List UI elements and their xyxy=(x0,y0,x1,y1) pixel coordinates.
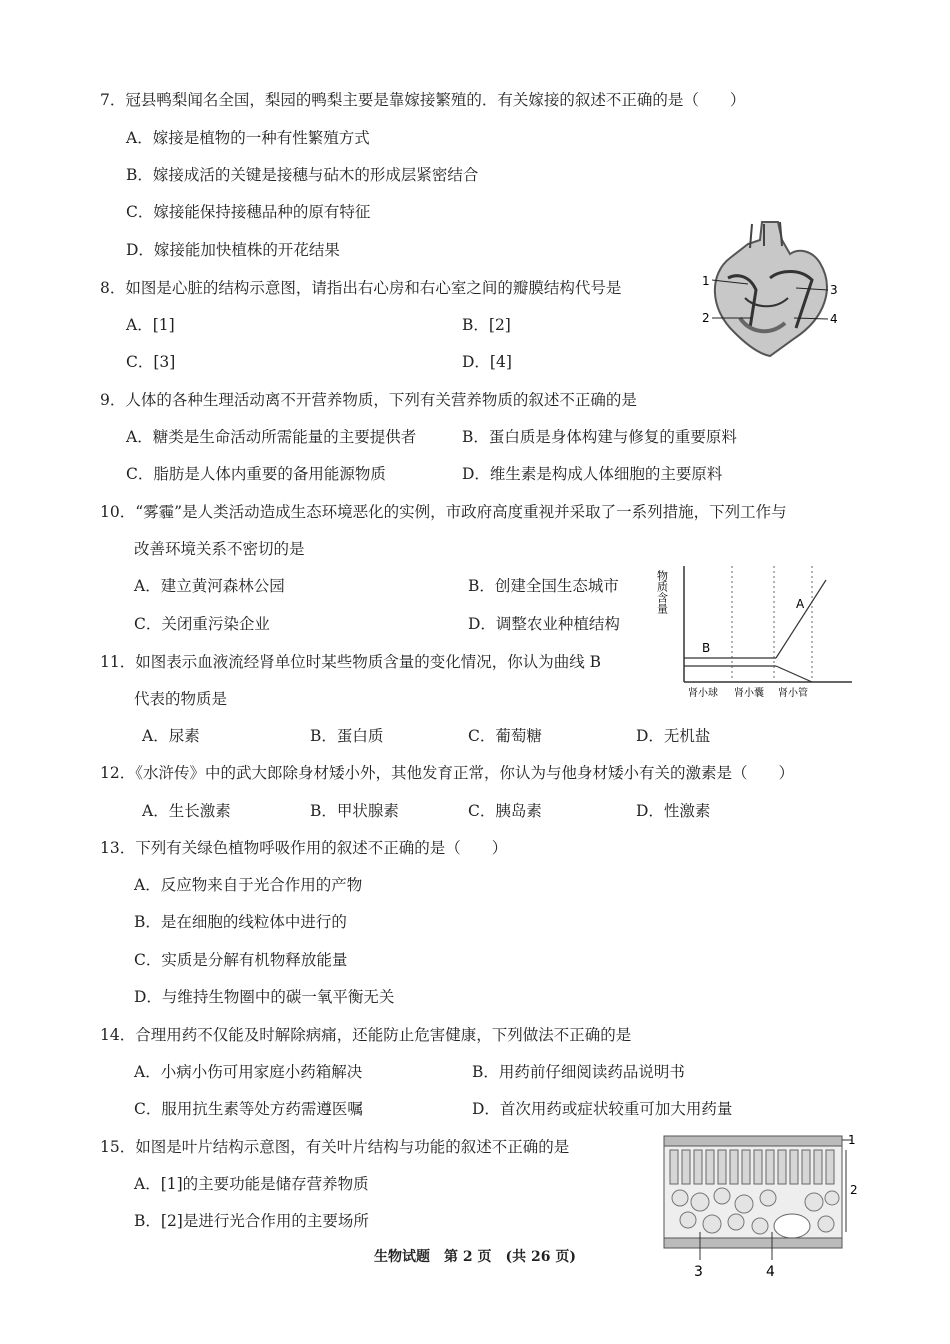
q9-option-d: D．维生素是构成人体细胞的主要原料 xyxy=(462,465,723,483)
heart-label-3: 3 xyxy=(830,283,838,297)
q11-option-b: B．蛋白质 xyxy=(310,727,384,745)
leaf-label-4: 4 xyxy=(766,1264,775,1280)
q14-option-b: B．用药前仔细阅读药品说明书 xyxy=(472,1063,685,1081)
q9-option-b: B．蛋白质是身体构建与修复的重要原料 xyxy=(462,428,737,446)
q14-option-a: A．小病小伤可用家庭小药箱解决 xyxy=(134,1063,363,1081)
q9-stem: 9．人体的各种生理活动离不开营养物质，下列有关营养物质的叙述不正确的是 xyxy=(100,391,637,409)
page-footer: 生物试题 第 2 页 (共 26 页) xyxy=(374,1249,576,1265)
q7-option-d: D．嫁接能加快植株的开花结果 xyxy=(126,241,340,259)
q9-option-a: A．糖类是生命活动所需能量的主要提供者 xyxy=(126,428,417,446)
q11-option-c: C．葡萄糖 xyxy=(468,727,542,745)
curve-b-label: B xyxy=(702,641,711,655)
q7-option-b: B．嫁接成活的关键是接穗与砧木的形成层紧密结合 xyxy=(126,166,479,184)
q12-option-d: D．性激素 xyxy=(636,802,711,820)
q14-option-c: C．服用抗生素等处方药需遵医嘱 xyxy=(134,1100,363,1118)
q11-option-a: A．尿素 xyxy=(142,727,200,745)
q10-option-a: A．建立黄河森林公园 xyxy=(134,577,285,595)
q14-stem: 14．合理用药不仅能及时解除病痛，还能防止危害健康，下列做法不正确的是 xyxy=(100,1026,632,1044)
q15-option-a: A．[1]的主要功能是储存营养物质 xyxy=(134,1175,369,1193)
q10-stem-line1: 10．“雾霾”是人类活动造成生态环境恶化的实例，市政府高度重视并采取了一系列措施，下列工作与 xyxy=(100,503,787,521)
q13-option-b: B．是在细胞的线粒体中进行的 xyxy=(134,913,347,931)
q8-option-d: D．[4] xyxy=(462,353,512,371)
q12-option-c: C．胰岛素 xyxy=(468,802,542,820)
q8-stem: 8．如图是心脏的结构示意图，请指出右心房和右心室之间的瓣膜结构代号是 xyxy=(100,279,622,297)
q10-stem-line2: 改善环境关系不密切的是 xyxy=(134,540,305,558)
q7-option-a: A．嫁接是植物的一种有性繁殖方式 xyxy=(126,129,370,147)
x-label-capsule: 肾小囊 xyxy=(734,688,764,699)
heart-label-4: 4 xyxy=(830,312,838,326)
q13-option-d: D．与维持生物圈中的碳一氧平衡无关 xyxy=(134,988,395,1006)
heart-label-1: 1 xyxy=(702,274,710,288)
q10-option-c: C．关闭重污染企业 xyxy=(134,615,270,633)
q7-option-c: C．嫁接能保持接穗品种的原有特征 xyxy=(126,203,371,221)
q13-option-c: C．实质是分解有机物释放能量 xyxy=(134,951,348,969)
kidney-ylabel: 物质含量 xyxy=(655,570,669,614)
q11-option-d: D．无机盐 xyxy=(636,727,711,745)
q11-stem-line1: 11．如图表示血液流经肾单位时某些物质含量的变化情况，你认为曲线 B xyxy=(100,653,602,671)
q13-option-a: A．反应物来自于光合作用的产物 xyxy=(134,876,363,894)
curve-a-label: A xyxy=(796,597,805,611)
q15-stem: 15．如图是叶片结构示意图，有关叶片结构与功能的叙述不正确的是 xyxy=(100,1138,570,1156)
q9-option-c: C．脂肪是人体内重要的备用能源物质 xyxy=(126,465,386,483)
heart-diagram xyxy=(700,218,848,358)
q15-option-b: B．[2]是进行光合作用的主要场所 xyxy=(134,1212,369,1230)
q12-stem: 12．《水浒传》中的武大郎除身材矮小外，其他发育正常，你认为与他身材矮小有关的激素是（ ） xyxy=(100,764,794,782)
q12-option-a: A．生长激素 xyxy=(142,802,231,820)
heart-label-2: 2 xyxy=(702,311,710,325)
q8-option-c: C．[3] xyxy=(126,353,176,371)
q10-option-b: B．创建全国生态城市 xyxy=(468,577,619,595)
q14-option-d: D．首次用药或症状较重可加大用药量 xyxy=(472,1100,733,1118)
q12-option-b: B．甲状腺素 xyxy=(310,802,399,820)
kidney-curve-diagram xyxy=(655,560,855,700)
q8-option-b: B．[2] xyxy=(462,316,511,334)
leaf-label-1: 1 xyxy=(848,1133,856,1147)
x-label-glomerulus: 肾小球 xyxy=(688,688,718,699)
q10-option-d: D．调整农业种植结构 xyxy=(468,615,620,633)
leaf-label-3: 3 xyxy=(694,1264,703,1280)
leaf-label-2: 2 xyxy=(850,1183,858,1197)
q8-option-a: A．[1] xyxy=(126,316,175,334)
x-label-tubule: 肾小管 xyxy=(778,688,808,699)
q7-stem: 7．冠县鸭梨闻名全国，梨园的鸭梨主要是靠嫁接繁殖的．有关嫁接的叙述不正确的是（ ） xyxy=(100,91,746,109)
q11-stem-line2: 代表的物质是 xyxy=(134,690,228,708)
q13-stem: 13．下列有关绿色植物呼吸作用的叙述不正确的是（ ） xyxy=(100,839,508,857)
